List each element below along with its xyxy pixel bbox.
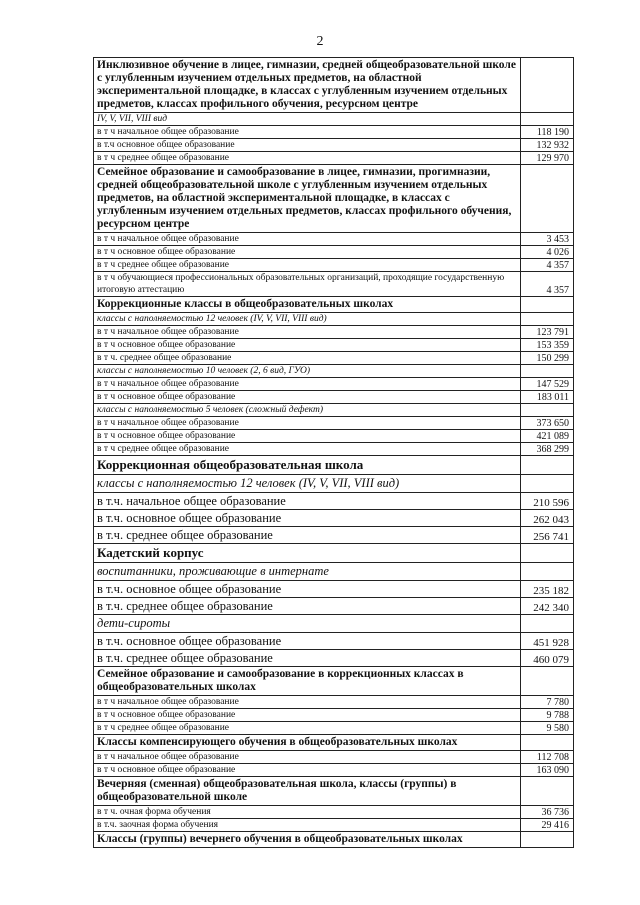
row-label: в т ч начальное общее образование [94, 126, 521, 139]
row-value: 451 928 [521, 633, 574, 650]
row-value: 118 190 [521, 126, 574, 139]
row-label: в т.ч. основное общее образование [94, 633, 521, 650]
section-header [94, 667, 574, 696]
table-row [94, 233, 574, 246]
table-row [94, 598, 574, 615]
section-header-text: Классы (группы) вечернего обучения в общеобразовательных школах [94, 832, 521, 848]
row-label: в т ч основное общее образование [94, 764, 521, 777]
subsection-label [94, 404, 574, 417]
table-row [94, 443, 574, 456]
table-row [94, 152, 574, 165]
section-header [94, 58, 574, 113]
page-number: 2 [316, 34, 324, 49]
section-header [94, 777, 574, 806]
section-header-text: Кадетский корпус [94, 544, 521, 563]
table-row [94, 139, 574, 152]
table-row [94, 764, 574, 777]
table-row [94, 751, 574, 764]
row-value [521, 832, 574, 848]
table-row [94, 527, 574, 544]
table-row [94, 352, 574, 365]
row-label: в т ч начальное общее образование [94, 378, 521, 391]
row-value [521, 735, 574, 751]
row-value: 132 932 [521, 139, 574, 152]
row-value: 183 011 [521, 391, 574, 404]
section-header-text: Семейное образование и самообразование в лицее, гимназии, прогимназии, средней общеобразовательной школе с углубленным изучением отдельных предметов, на областной экспериментальной площадке, в классах с углубленным изучением отдельных предметов, классах профильного обучения, ресурсном центре [94, 165, 521, 233]
row-value: 4 026 [521, 246, 574, 259]
row-value: 29 416 [521, 819, 574, 832]
section-header [94, 456, 574, 475]
row-label: в т.ч. заочная форма обучения [94, 819, 521, 832]
row-label: в т ч начальное общее образование [94, 233, 521, 246]
table-row [94, 722, 574, 735]
row-label: в т ч основное общее образование [94, 709, 521, 722]
row-label: в т ч основное общее образование [94, 339, 521, 352]
row-value: 235 182 [521, 581, 574, 598]
table-row [94, 339, 574, 352]
section-header-text: Вечерняя (сменная) общеобразовательная школа, классы (группы) в общеобразовательной школе [94, 777, 521, 806]
row-label: в т ч начальное общее образование [94, 751, 521, 764]
row-value: 4 357 [521, 272, 574, 297]
table-row [94, 126, 574, 139]
row-value [521, 365, 574, 378]
row-label: в т ч начальное общее образование [94, 417, 521, 430]
subsection-label-text: воспитанники, проживающие в интернате [94, 563, 521, 581]
table-row [94, 417, 574, 430]
row-value [521, 777, 574, 806]
section-header-text: Коррекционная общеобразовательная школа [94, 456, 521, 475]
row-value: 129 970 [521, 152, 574, 165]
row-label: в т.ч. основное общее образование [94, 581, 521, 598]
row-value: 9 788 [521, 709, 574, 722]
row-label: в т ч. среднее общее образование [94, 352, 521, 365]
subsection-label [94, 113, 574, 126]
table-row [94, 272, 574, 297]
row-value: 460 079 [521, 650, 574, 667]
row-value: 256 741 [521, 527, 574, 544]
table-row [94, 581, 574, 598]
row-label: в т ч основное общее образование [94, 391, 521, 404]
subsection-label-text: классы с наполняемостью 12 человек (IV, V, VII, VIII вид) [94, 475, 521, 493]
row-value: 210 596 [521, 493, 574, 510]
table-row [94, 650, 574, 667]
table-row [94, 493, 574, 510]
section-header [94, 832, 574, 848]
row-value: 163 090 [521, 764, 574, 777]
row-value [521, 113, 574, 126]
table-row [94, 246, 574, 259]
row-value: 147 529 [521, 378, 574, 391]
subsection-label [94, 615, 574, 633]
row-label: в т ч. очная форма обучения [94, 806, 521, 819]
row-value [521, 544, 574, 563]
row-label: в т ч начальное общее образование [94, 696, 521, 709]
subsection-label-text: классы с наполняемостью 12 человек (IV, V, VII, VIII вид) [94, 313, 521, 326]
table-row [94, 806, 574, 819]
row-label: в т.ч основное общее образование [94, 139, 521, 152]
row-value [521, 456, 574, 475]
section-header-text: Коррекционные классы в общеобразовательных школах [94, 297, 521, 313]
row-label: в т.ч. среднее общее образование [94, 598, 521, 615]
row-label: в т.ч. среднее общее образование [94, 527, 521, 544]
row-label: в т ч начальное общее образование [94, 326, 521, 339]
subsection-label-text: дети-сироты [94, 615, 521, 633]
row-label: в т ч основное общее образование [94, 430, 521, 443]
row-value: 3 453 [521, 233, 574, 246]
row-label: в т.ч. начальное общее образование [94, 493, 521, 510]
section-header [94, 735, 574, 751]
row-value: 112 708 [521, 751, 574, 764]
table-row [94, 378, 574, 391]
row-value [521, 58, 574, 113]
section-header-text: Инклюзивное обучение в лицее, гимназии, средней общеобразовательной школе с углубленным изучением отдельных предметов, на областной экспериментальной площадке, в классах с углубленным изучением отдельных предметов, классах профильного обучения, ресурсном центре [94, 58, 521, 113]
table-row [94, 430, 574, 443]
row-value: 242 340 [521, 598, 574, 615]
table-row [94, 819, 574, 832]
subsection-label [94, 475, 574, 493]
row-value [521, 615, 574, 633]
row-label: в т ч среднее общее образование [94, 443, 521, 456]
row-label: в т ч среднее общее образование [94, 259, 521, 272]
section-header [94, 544, 574, 563]
row-value [521, 667, 574, 696]
table-row [94, 259, 574, 272]
row-value: 9 580 [521, 722, 574, 735]
table-row [94, 696, 574, 709]
subsection-label-text: классы с наполняемостью 5 человек (сложный дефект) [94, 404, 521, 417]
row-value: 153 359 [521, 339, 574, 352]
row-value: 123 791 [521, 326, 574, 339]
row-value [521, 165, 574, 233]
row-label: в т ч среднее общее образование [94, 722, 521, 735]
row-value [521, 404, 574, 417]
row-label: в т.ч. основное общее образование [94, 510, 521, 527]
row-value: 36 736 [521, 806, 574, 819]
table-row [94, 633, 574, 650]
row-value: 373 650 [521, 417, 574, 430]
row-label: в т ч среднее общее образование [94, 152, 521, 165]
section-header [94, 165, 574, 233]
row-value: 368 299 [521, 443, 574, 456]
table-row [94, 709, 574, 722]
row-value [521, 475, 574, 493]
section-header [94, 297, 574, 313]
tariff-table [93, 57, 574, 848]
row-label: в т.ч. среднее общее образование [94, 650, 521, 667]
row-value: 421 089 [521, 430, 574, 443]
subsection-label [94, 313, 574, 326]
row-value [521, 297, 574, 313]
row-value: 150 299 [521, 352, 574, 365]
subsection-label [94, 563, 574, 581]
row-value [521, 313, 574, 326]
section-header-text: Семейное образование и самообразование в коррекционных классах в общеобразовательных школах [94, 667, 521, 696]
row-value [521, 563, 574, 581]
row-label: в т ч основное общее образование [94, 246, 521, 259]
row-value: 4 357 [521, 259, 574, 272]
table-row [94, 391, 574, 404]
subsection-label-text: классы с наполняемостью 10 человек (2, 6 вид, ГУО) [94, 365, 521, 378]
table-row [94, 510, 574, 527]
section-header-text: Классы компенсирующего обучения в общеобразовательных школах [94, 735, 521, 751]
row-value: 7 780 [521, 696, 574, 709]
subsection-label [94, 365, 574, 378]
subsection-label-text: IV, V, VII, VIII вид [94, 113, 521, 126]
row-value: 262 043 [521, 510, 574, 527]
table-row [94, 326, 574, 339]
row-label: в т ч обучающиеся профессиональных образовательных организаций, проходящие государственную итоговую аттестацию [94, 272, 521, 297]
